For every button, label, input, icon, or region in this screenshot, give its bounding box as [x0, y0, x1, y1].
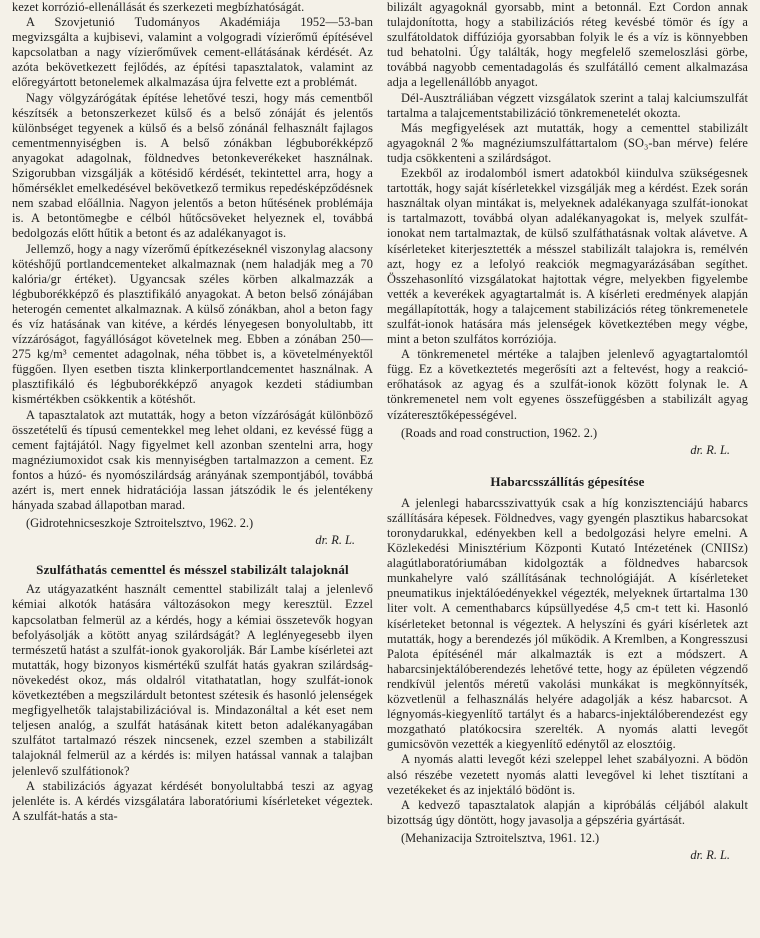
article1-paragraph: kezet korrózió-ellenállását és szerkezeti megbízhatóságát. — [12, 0, 305, 14]
article1-paragraph: A tapasztalatok azt mutatták, hogy a beton vízzáróságát különböző összetételű és típusú cementekkel meg lehet oldani, ez kevéssé függ a cement fajtájától. Nagy figyelmet kell azonban szentelni arra, hogy magnéziumoxidot csak kis mennyiségben tartalmazzon a cement. Ez fontos a húzó- és nyomószilárdság arányának szempontjából, továbbá azért is, mert ennek hidratációja lassan játszódik le és jelentékeny hányada szabad állapotban marad. — [12, 407, 373, 513]
article2-continued-paragraph: A tönkremenetel mértéke a talajben jelenlevő agyagtartalomtól függ. Ez a következtetés megerősíti azt a feltevést, hogy a reakció-erőhatások az agyag és a szulfát-ionok között folynak le. A tönkremenetel nem volt egyenes összefüggésben a stabilizált agyag vízáteresztőképességével. — [387, 347, 748, 422]
article3-paragraph: A kedvező tapasztalatok alapján a kipróbálás céljából alakult bizottság úgy döntött, hogy javasolja a gépszéria gyártását. — [387, 797, 748, 827]
article1-signature: dr. R. L. — [315, 533, 355, 548]
article2-continued-paragraph: Dél-Ausztráliában végzett vizsgálatok szerint a talaj kalciumszulfát tartalma a talajcementstabilizáció tönkremenetelét okozta. — [387, 90, 748, 120]
article2-paragraph: A stabilizációs ágyazat kérdését bonyolultabbá teszi az agyag jelenléte is. A kérdés vizsgálatára laboratóriumi kísérleteket végeztek. A szulfát-hatás a sta- — [12, 778, 373, 823]
article3-paragraph: A jelenlegi habarcsszivattyúk csak a híg konzisztenciájú habarcs szállítására képesek. Földnedves, vagy gyengén plasztikus habarcsokat toronydarukkal, edényekben kell a bedolgozási helyre emelni. A Közlekedési Minisztérium Központi Kutató Intézetének (CNIISz) alagútlaboratóriumában kidolgozták a földnedves habarcsok munkahelyre való szállításának technológiáját. A kísérleteket pneumatikus injektálóedényekkel végezték, melyeknek űrtartalma 130 liter volt. A cementhabarcs kúpsüllyedése 4,5 cm-t tett ki. Hasonló kísérleteket betonnal is végeztek. A helyszíni és gyári kísérletek azt mutatták, hogy a berendezés jól működik. A Kremlben, a Kongresszusi Palota építésénél már alkalmazták is ezt a módszert. A habarcsinjektálóberendezés lehetővé tette, hogy az épületen végzendő rendkívül jelentős méretű vakolási munkákat is megkönnyítsék, közvetlenül a felhasználás helyére adagolják a kész habarcsot. A légnyomás-kiegyenlítő tartályt és a habarcs-injektálóberendezést egy mozgatható platókocsira szerelték. A nyomás alatti levegőt gumicsövön vezették a kiegyenlítő edénytől az elosztóig. — [387, 495, 748, 752]
article3-paragraph: A nyomás alatti levegőt kézi szeleppel lehet szabályozni. A bödön alsó részébe vezetett nyomás alatti levegővel ki lehet tisztítani a vezetékeket és az injektáló bödönt is. — [387, 752, 748, 797]
article2-signature: dr. R. L. — [690, 442, 730, 457]
article1-paragraph: A Szovjetunió Tudományos Akadémiája 1952—53-ban megvizsgálta a kujbisevi, valamint a volgogradi vízierőmű építésével kapcsolatban a nagy vízierőművek cement-ellátásának kérdését. Az azóta bekövetkezett fejlődés, az építési tapasztalatok, valamint az előregyártott betonelemek alkalmazása újra felvette ezt a problémát. — [12, 15, 373, 90]
left-column — [12, 0, 375, 938]
article2-continued-paragraph: bilizált agyagoknál gyorsabb, mint a betonnál. Ezt Cordon annak tulajdonította, hogy a stabilizációs réteg kevésbé tömör és így a szulfátoldatok diffúziója gyorsabban folyik le és a víz is könnyebben tud behatolni. Úgy találták, hogy megfelelő szemeloszlási görbe, továbbá nagyobb cementadagolás és szulfátálló cement alkalmazása adja a legellenállóbb anyagot. — [387, 0, 748, 90]
article3-signature: dr. R. L. — [690, 847, 730, 862]
article2-source: (Roads and road construction, 1962. 2.) — [401, 425, 598, 440]
article2-continued-paragraph: Más megfigyelések azt mutatták, hogy a cementtel stabilizált agyagoknál 2‰ magnéziumszulfáttartalom (SO₃-ban mérve) felére tudja csökkenteni a szilárdságot. — [387, 120, 748, 165]
article3-title: Habarcsszállítás gépesítése — [490, 473, 645, 489]
article2-continued-paragraph: Ezekből az irodalomból ismert adatokból kiindulva szükségesnek tartották, hogy saját kísérletekkel vizsgálják meg a kérdést. Ezek során használtak olyan mintákat is, melyeknek adalékanyaga szulfát-ionokat is tartalmazott, továbbá olyan adalékanyagokat is, melyek szulfát-ionokat nem tartalmaztak, de külső szulfáthatásnak voltak alávetve. A kísérleteket kiterjesztették a mésszel stabilizált talajokra is, remélvén azt, hogy ez a lefolyó reakciók megmagyarázásában segíthet. Összehasonlító vizsgálatokat hajtottak végre, melyekben figyelembe vették a keverékek agyagtartalmát is. A kísérleti eredmények alapján megállapították, hogy a talajcement stabilizációs réteg tönkremenetele szulfát-ionok hatására más jelenségek következtében megy végbe, mint a beton szulfátos korróziója. — [387, 166, 748, 347]
article2-title: Szulfáthatás cementtel és mésszel stabilizált talajoknál — [36, 562, 349, 578]
article3-source: (Mehanizacija Sztroitelsztva, 1961. 12.) — [401, 830, 600, 845]
article1-source: (Gidrotehnicseszkoje Sztroitelsztvo, 1962. 2.) — [26, 516, 254, 531]
article1-paragraph: Nagy völgyzárógátak építése lehetővé teszi, hogy más cementből készítsék a betonszerkezet külső és a belső zónáját és jelentős különbséget tegyenek a külső és a belső zónánál felhasznált fajlagos cementmennyiségben is. A belső zónákban légbuborékképző anyagokat adagolnak, földnedves betonkeverékeket használnak. Szigorubban vizsgálják a kötésidő kérdését, tekintettel arra, hogy a hőmérséklet emelkedésével bekövetkező termikus repedésképződésnek nem szabad előállnia. Nagyon jelentős a beton hűtésének problémája is. A betontömegbe e célból hűtőcsöveket helyeznek el, továbbá bedolgozás előtt hűtik a betont és az adalékanyagot is. — [12, 90, 373, 241]
article1-paragraph: Jellemző, hogy a nagy vízerőmű építkezéseknél viszonylag alacsony kötéshőjű portlandcementeket alkalmaznak (nem haladják meg a 70 kalória/gr értéket). Ugyancsak széles körben alkalmazzák a légbuborékképző és plasztifikáló anyagokat. A beton belső zónájában heterogén cementet alkalmaznak. A külső zónákban, ahol a beton fagy és víz hatásának van kitéve, a kérdés lényegesen bonyolultabb, itt vízzáróságot, fagyállóságot követelnek meg. Ebben a zónában 250—275 kg/m³ cementet adagolnak, néha többet is, a követelményektől függően. Ilyen esetben tiszta klinkerportlandcementet használnak. A plasztifikáló és légbuborékképző anyagok kezdeti stádiumban kismértékben csökkentik a kötéshőt. — [12, 241, 373, 407]
article2-paragraph: Az utágyazatként használt cementtel stabilizált talaj a jelenlevő kémiai alkotók hatására változásokon megy keresztül. Ezzel kapcsolatban felmerül az a kérdés, hogy a kémiai összetevők hogyan befolyásolják a kötött anyag szilárdságát? A leglényegesebb ilyen természetű hatást a szulfát-ionok gyakorolják. Bár Lambe kísérletei azt mutatták, hogy bizonyos kismértékű szulfát hatás gyakran szilárdság-növekedést okoz, más oldalról vitathatatlan, hogy szulfát-ionok következtében a megszilárdult betontest szétesik és hasonló jelenségek megfigyelhetők talajstabilizációval is. Mindazonáltal a két eset nem teljesen analóg, a szulfát hatásának kitett beton adalékanyagában szulfátot tartalmazó részek nincsenek, ezzel szemben a stabilizált talajoknál felmerül az a kérdés is: milyen hatással vannak a talajban jelenlevő szulfátionok? — [12, 582, 373, 778]
right-column — [385, 0, 748, 938]
